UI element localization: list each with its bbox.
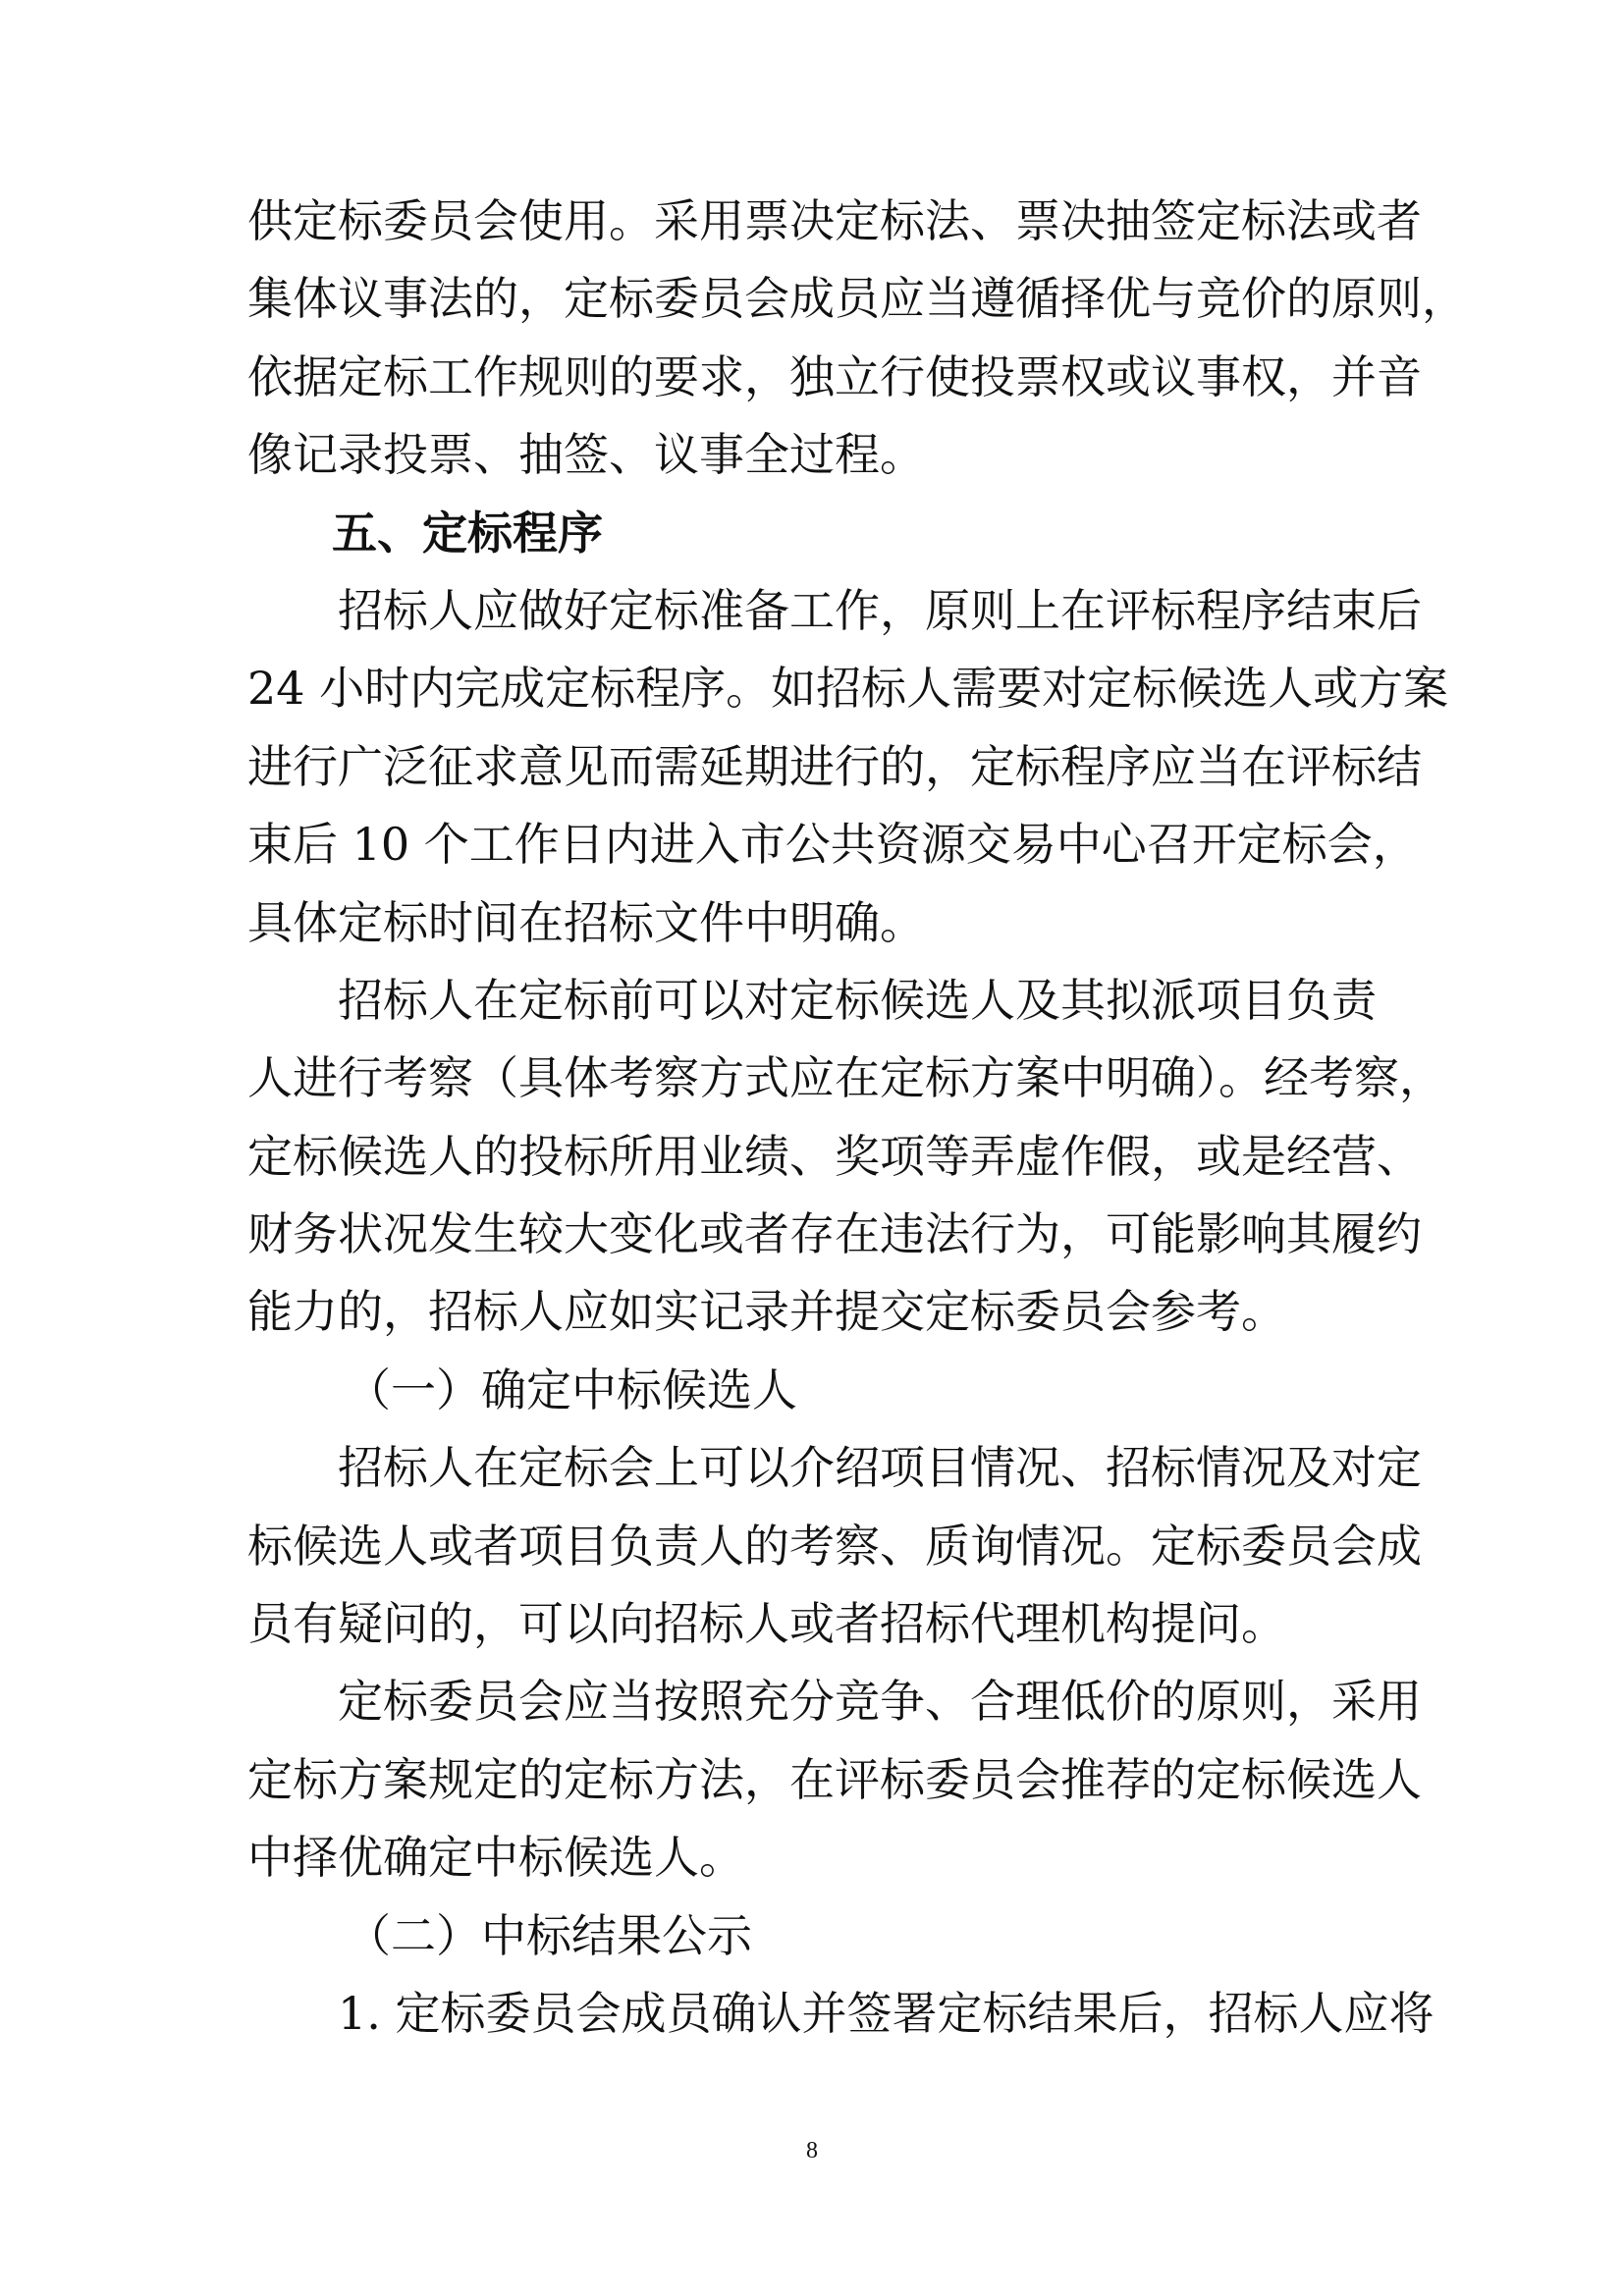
text-line: 进行广泛征求意见而需延期进行的，定标程序应当在评标结 — [247, 739, 1422, 793]
text-line: 1. 定标委员会成员确认并签署定标结果后，招标人应将 — [338, 1986, 1435, 2040]
text-line: 招标人应做好定标准备工作，原则上在评标程序结束后 — [338, 583, 1422, 637]
section-heading: 五、定标程序 — [332, 506, 603, 560]
subsection-heading: （二）中标结果公示 — [346, 1908, 752, 1962]
text-line: 员有疑问的，可以向招标人或者招标代理机构提问。 — [247, 1597, 1286, 1651]
text-line: 像记录投票、抽签、议事全过程。 — [247, 428, 925, 482]
text-line: 招标人在定标会上可以介绍项目情况、招标情况及对定 — [338, 1441, 1422, 1495]
text-line: 能力的，招标人应如实记录并提交定标委员会参考。 — [247, 1285, 1286, 1339]
subsection-heading: （一）确定中标候选人 — [346, 1362, 797, 1416]
text-line: 束后 10 个工作日内进入市公共资源交易中心召开定标会， — [247, 818, 1418, 872]
text-line: 招标人在定标前可以对定标候选人及其拟派项目负责 — [338, 973, 1377, 1027]
document-body — [247, 183, 1467, 2053]
text-line: 定标委员会应当按照充分竞争、合理低价的原则，采用 — [338, 1675, 1422, 1729]
text-line: 集体议事法的，定标委员会成员应当遵循择优与竞价的原则， — [247, 272, 1467, 326]
text-line: 人进行考察（具体考察方式应在定标方案中明确）。经考察， — [247, 1051, 1444, 1105]
text-line: 中择优确定中标候选人。 — [247, 1831, 744, 1885]
text-line: 财务状况发生较大变化或者存在违法行为，可能影响其履约 — [247, 1207, 1422, 1261]
text-line: 定标候选人的投标所用业绩、奖项等弄虚作假，或是经营、 — [247, 1129, 1422, 1183]
text-line: 依据定标工作规则的要求，独立行使投票权或议事权，并音 — [247, 349, 1422, 403]
text-line: 24 小时内完成定标程序。如招标人需要对定标候选人或方案 — [247, 662, 1449, 716]
page-number: 8 — [806, 2138, 818, 2163]
text-line: 供定标委员会使用。采用票决定标法、票决抽签定标法或者 — [247, 194, 1422, 247]
text-line: 具体定标时间在招标文件中明确。 — [247, 895, 925, 949]
text-line: 标候选人或者项目负责人的考察、质询情况。定标委员会成 — [247, 1519, 1422, 1573]
text-line: 定标方案规定的定标方法，在评标委员会推荐的定标候选人 — [247, 1752, 1422, 1806]
